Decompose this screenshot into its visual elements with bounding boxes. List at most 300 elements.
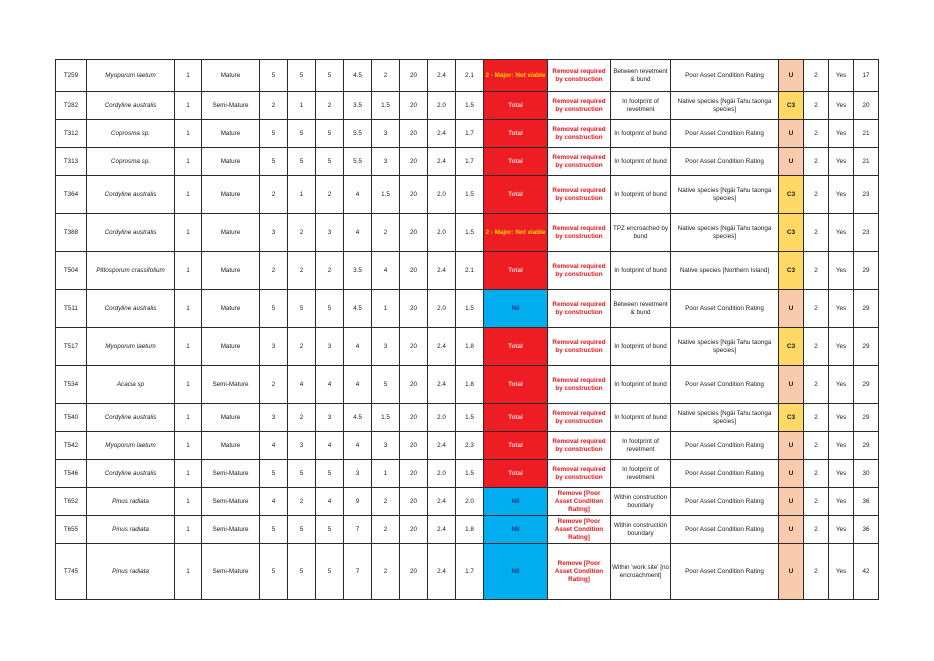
tree-id-cell: T534 <box>56 366 87 404</box>
page-ref-cell: 21 <box>854 120 879 148</box>
quantity-cell: 1 <box>175 544 202 600</box>
count-cell: 2 <box>804 432 829 460</box>
species-cell: Cordyline australis <box>87 214 175 252</box>
value-cell: 20 <box>400 404 428 432</box>
dbh-cell: 5 <box>372 366 400 404</box>
class-cell: U <box>779 60 804 92</box>
value-cell: 2.4 <box>428 148 456 176</box>
reason-cell: In footprint of revetment <box>611 92 671 120</box>
value-note-cell: Poor Asset Condition Rating <box>671 148 779 176</box>
rating-cell: 5 <box>288 120 316 148</box>
value-cell: 1.7 <box>456 544 484 600</box>
action-cell: Removal required by construction <box>548 120 611 148</box>
rating-cell: 3 <box>260 404 288 432</box>
yes-no-cell: Yes <box>829 544 854 600</box>
class-cell: C3 <box>779 92 804 120</box>
reason-cell: In footprint of revetment <box>611 432 671 460</box>
height-cell: 4 <box>344 328 372 366</box>
value-cell: 20 <box>400 460 428 488</box>
reason-cell: Between revetment & bund <box>611 60 671 92</box>
page-ref-cell: 29 <box>854 404 879 432</box>
rating-cell: 5 <box>288 460 316 488</box>
count-cell: 2 <box>804 290 829 328</box>
species-cell: Cordyline australis <box>87 460 175 488</box>
value-cell: 2.0 <box>428 92 456 120</box>
page-ref-cell: 42 <box>854 544 879 600</box>
tree-id-cell: T540 <box>56 404 87 432</box>
count-cell: 2 <box>804 366 829 404</box>
height-cell: 4.5 <box>344 290 372 328</box>
tree-id-cell: T312 <box>56 120 87 148</box>
yes-no-cell: Yes <box>829 214 854 252</box>
dbh-cell: 1 <box>372 460 400 488</box>
impact-level-cell: Total <box>484 148 548 176</box>
value-cell: 2.0 <box>428 214 456 252</box>
reason-cell: In footprint of bund <box>611 366 671 404</box>
tree-id-cell: T364 <box>56 176 87 214</box>
rating-cell: 4 <box>260 488 288 516</box>
count-cell: 2 <box>804 60 829 92</box>
count-cell: 2 <box>804 516 829 544</box>
rating-cell: 2 <box>288 252 316 290</box>
dbh-cell: 1.5 <box>372 92 400 120</box>
count-cell: 2 <box>804 214 829 252</box>
page-ref-cell: 23 <box>854 214 879 252</box>
reason-cell: Within 'work site' [no encroachment] <box>611 544 671 600</box>
value-note-cell: Poor Asset Condition Rating <box>671 516 779 544</box>
value-note-cell: Poor Asset Condition Rating <box>671 290 779 328</box>
table-row <box>56 328 879 366</box>
value-note-cell: Poor Asset Condition Rating <box>671 488 779 516</box>
tree-id-cell: T388 <box>56 214 87 252</box>
species-cell: Myoporum laetum <box>87 432 175 460</box>
dbh-cell: 4 <box>372 252 400 290</box>
impact-level-cell: Total <box>484 404 548 432</box>
value-cell: 1.7 <box>456 148 484 176</box>
class-cell: U <box>779 460 804 488</box>
table-row <box>56 366 879 404</box>
value-note-cell: Poor Asset Condition Rating <box>671 60 779 92</box>
height-cell: 3 <box>344 460 372 488</box>
species-cell: Cordyline australis <box>87 176 175 214</box>
rating-cell: 4 <box>288 366 316 404</box>
action-cell: Remove [Poor Asset Condition Rating] <box>548 544 611 600</box>
class-cell: C3 <box>779 328 804 366</box>
height-cell: 7 <box>344 516 372 544</box>
rating-cell: 5 <box>260 460 288 488</box>
quantity-cell: 1 <box>175 460 202 488</box>
class-cell: U <box>779 148 804 176</box>
tree-id-cell: T745 <box>56 544 87 600</box>
table-row <box>56 252 879 290</box>
rating-cell: 5 <box>260 290 288 328</box>
value-cell: 2.4 <box>428 366 456 404</box>
age-class-cell: Mature <box>202 60 260 92</box>
value-cell: 1.8 <box>456 366 484 404</box>
yes-no-cell: Yes <box>829 92 854 120</box>
value-cell: 20 <box>400 328 428 366</box>
impact-level-cell: Total <box>484 366 548 404</box>
action-cell: Removal required by construction <box>548 214 611 252</box>
count-cell: 2 <box>804 176 829 214</box>
value-cell: 2.1 <box>456 60 484 92</box>
reason-cell: TPZ encroached by bund <box>611 214 671 252</box>
reason-cell: In footprint of bund <box>611 176 671 214</box>
class-cell: C3 <box>779 214 804 252</box>
table-row <box>56 290 879 328</box>
class-cell: U <box>779 516 804 544</box>
age-class-cell: Semi-Mature <box>202 92 260 120</box>
value-cell: 2.1 <box>456 252 484 290</box>
quantity-cell: 1 <box>175 92 202 120</box>
rating-cell: 3 <box>260 328 288 366</box>
value-cell: 2.0 <box>456 488 484 516</box>
height-cell: 7 <box>344 544 372 600</box>
rating-cell: 4 <box>316 488 344 516</box>
page-ref-cell: 29 <box>854 290 879 328</box>
rating-cell: 5 <box>260 544 288 600</box>
yes-no-cell: Yes <box>829 60 854 92</box>
age-class-cell: Mature <box>202 432 260 460</box>
value-cell: 20 <box>400 290 428 328</box>
age-class-cell: Mature <box>202 290 260 328</box>
action-cell: Remove [Poor Asset Condition Rating] <box>548 516 611 544</box>
quantity-cell: 1 <box>175 60 202 92</box>
count-cell: 2 <box>804 488 829 516</box>
count-cell: 2 <box>804 252 829 290</box>
value-cell: 1.5 <box>456 176 484 214</box>
dbh-cell: 1 <box>372 290 400 328</box>
value-cell: 2.4 <box>428 252 456 290</box>
page-ref-cell: 30 <box>854 460 879 488</box>
action-cell: Removal required by construction <box>548 60 611 92</box>
species-cell: Coprosma sp. <box>87 120 175 148</box>
height-cell: 4 <box>344 176 372 214</box>
value-cell: 1.5 <box>456 92 484 120</box>
impact-level-cell: Nil <box>484 488 548 516</box>
rating-cell: 5 <box>288 516 316 544</box>
rating-cell: 5 <box>316 290 344 328</box>
yes-no-cell: Yes <box>829 404 854 432</box>
impact-level-cell: 2 - Major: Not viable <box>484 60 548 92</box>
page-ref-cell: 29 <box>854 432 879 460</box>
quantity-cell: 1 <box>175 120 202 148</box>
value-cell: 2.4 <box>428 432 456 460</box>
age-class-cell: Semi-Mature <box>202 516 260 544</box>
table-body <box>56 60 879 600</box>
rating-cell: 2 <box>316 92 344 120</box>
age-class-cell: Mature <box>202 214 260 252</box>
value-cell: 20 <box>400 544 428 600</box>
height-cell: 4.5 <box>344 60 372 92</box>
reason-cell: In footprint of bund <box>611 148 671 176</box>
count-cell: 2 <box>804 460 829 488</box>
dbh-cell: 1.5 <box>372 404 400 432</box>
value-cell: 1.5 <box>456 290 484 328</box>
action-cell: Remove [Poor Asset Condition Rating] <box>548 488 611 516</box>
value-cell: 2.4 <box>428 544 456 600</box>
height-cell: 9 <box>344 488 372 516</box>
tree-id-cell: T259 <box>56 60 87 92</box>
rating-cell: 2 <box>288 328 316 366</box>
rating-cell: 5 <box>260 148 288 176</box>
page-ref-cell: 29 <box>854 366 879 404</box>
rating-cell: 4 <box>260 432 288 460</box>
height-cell: 5.5 <box>344 148 372 176</box>
age-class-cell: Semi-Mature <box>202 366 260 404</box>
yes-no-cell: Yes <box>829 432 854 460</box>
quantity-cell: 1 <box>175 148 202 176</box>
class-cell: U <box>779 366 804 404</box>
count-cell: 2 <box>804 544 829 600</box>
table-row <box>56 544 879 600</box>
reason-cell: In footprint of bund <box>611 404 671 432</box>
species-cell: Acacia sp <box>87 366 175 404</box>
dbh-cell: 2 <box>372 214 400 252</box>
value-cell: 2.0 <box>428 460 456 488</box>
action-cell: Removal required by construction <box>548 252 611 290</box>
count-cell: 2 <box>804 148 829 176</box>
rating-cell: 2 <box>288 404 316 432</box>
rating-cell: 3 <box>288 432 316 460</box>
rating-cell: 2 <box>260 92 288 120</box>
table-row <box>56 92 879 120</box>
value-cell: 20 <box>400 148 428 176</box>
action-cell: Removal required by construction <box>548 176 611 214</box>
rating-cell: 5 <box>316 544 344 600</box>
page-ref-cell: 17 <box>854 60 879 92</box>
action-cell: Removal required by construction <box>548 366 611 404</box>
value-cell: 20 <box>400 516 428 544</box>
tree-id-cell: T655 <box>56 516 87 544</box>
action-cell: Removal required by construction <box>548 404 611 432</box>
value-cell: 1.8 <box>456 516 484 544</box>
value-cell: 20 <box>400 432 428 460</box>
rating-cell: 5 <box>260 60 288 92</box>
class-cell: U <box>779 432 804 460</box>
value-cell: 2.3 <box>456 432 484 460</box>
yes-no-cell: Yes <box>829 176 854 214</box>
tree-table <box>55 59 879 600</box>
yes-no-cell: Yes <box>829 488 854 516</box>
impact-level-cell: Nil <box>484 544 548 600</box>
class-cell: C3 <box>779 404 804 432</box>
yes-no-cell: Yes <box>829 120 854 148</box>
value-note-cell: Native species [Ngāi Tahu taonga species] <box>671 92 779 120</box>
table-row <box>56 176 879 214</box>
class-cell: U <box>779 120 804 148</box>
table-row <box>56 460 879 488</box>
value-note-cell: Poor Asset Condition Rating <box>671 366 779 404</box>
count-cell: 2 <box>804 120 829 148</box>
value-note-cell: Native species [Ngāi Tahu taonga species] <box>671 214 779 252</box>
value-cell: 1.5 <box>456 214 484 252</box>
value-note-cell: Native species [Ngāi Tahu taonga species] <box>671 328 779 366</box>
table-row <box>56 148 879 176</box>
yes-no-cell: Yes <box>829 366 854 404</box>
value-note-cell: Native species [Ngāi Tahu taonga species] <box>671 176 779 214</box>
quantity-cell: 1 <box>175 432 202 460</box>
quantity-cell: 1 <box>175 214 202 252</box>
age-class-cell: Semi-Mature <box>202 488 260 516</box>
class-cell: U <box>779 544 804 600</box>
value-cell: 20 <box>400 488 428 516</box>
tree-id-cell: T511 <box>56 290 87 328</box>
count-cell: 2 <box>804 328 829 366</box>
species-cell: Pittosporum crassifolium <box>87 252 175 290</box>
value-cell: 1.5 <box>456 460 484 488</box>
value-cell: 2.4 <box>428 488 456 516</box>
tree-id-cell: T542 <box>56 432 87 460</box>
quantity-cell: 1 <box>175 176 202 214</box>
table-row <box>56 488 879 516</box>
yes-no-cell: Yes <box>829 460 854 488</box>
value-cell: 20 <box>400 120 428 148</box>
action-cell: Removal required by construction <box>548 328 611 366</box>
value-note-cell: Poor Asset Condition Rating <box>671 460 779 488</box>
value-cell: 20 <box>400 176 428 214</box>
age-class-cell: Mature <box>202 252 260 290</box>
age-class-cell: Semi-Mature <box>202 544 260 600</box>
action-cell: Removal required by construction <box>548 432 611 460</box>
species-cell: Myoporum laetum <box>87 328 175 366</box>
rating-cell: 1 <box>288 92 316 120</box>
count-cell: 2 <box>804 92 829 120</box>
tree-id-cell: T313 <box>56 148 87 176</box>
yes-no-cell: Yes <box>829 148 854 176</box>
dbh-cell: 1.5 <box>372 176 400 214</box>
reason-cell: Between revetment & bund <box>611 290 671 328</box>
age-class-cell: Semi-Mature <box>202 460 260 488</box>
rating-cell: 5 <box>316 460 344 488</box>
impact-level-cell: 2 - Major: Not viable <box>484 214 548 252</box>
page-ref-cell: 23 <box>854 176 879 214</box>
impact-level-cell: Total <box>484 432 548 460</box>
age-class-cell: Mature <box>202 120 260 148</box>
class-cell: C3 <box>779 176 804 214</box>
value-cell: 1.5 <box>456 404 484 432</box>
page-ref-cell: 36 <box>854 488 879 516</box>
rating-cell: 5 <box>316 148 344 176</box>
height-cell: 5.5 <box>344 120 372 148</box>
value-cell: 20 <box>400 92 428 120</box>
value-cell: 20 <box>400 366 428 404</box>
height-cell: 3.5 <box>344 92 372 120</box>
rating-cell: 5 <box>316 60 344 92</box>
table-row <box>56 404 879 432</box>
dbh-cell: 3 <box>372 148 400 176</box>
impact-level-cell: Total <box>484 328 548 366</box>
action-cell: Removal required by construction <box>548 148 611 176</box>
quantity-cell: 1 <box>175 516 202 544</box>
rating-cell: 3 <box>316 214 344 252</box>
value-note-cell: Native species [Northern Island] <box>671 252 779 290</box>
age-class-cell: Mature <box>202 176 260 214</box>
page-ref-cell: 20 <box>854 92 879 120</box>
age-class-cell: Mature <box>202 404 260 432</box>
table-row <box>56 120 879 148</box>
reason-cell: In footprint of bund <box>611 120 671 148</box>
height-cell: 3.5 <box>344 252 372 290</box>
impact-level-cell: Total <box>484 252 548 290</box>
table-row <box>56 214 879 252</box>
tree-id-cell: T546 <box>56 460 87 488</box>
class-cell: U <box>779 488 804 516</box>
yes-no-cell: Yes <box>829 516 854 544</box>
tree-id-cell: T517 <box>56 328 87 366</box>
reason-cell: In footprint of revetment <box>611 460 671 488</box>
rating-cell: 5 <box>288 544 316 600</box>
page-ref-cell: 21 <box>854 148 879 176</box>
yes-no-cell: Yes <box>829 252 854 290</box>
tree-id-cell: T282 <box>56 92 87 120</box>
value-note-cell: Poor Asset Condition Rating <box>671 120 779 148</box>
page-ref-cell: 29 <box>854 252 879 290</box>
rating-cell: 4 <box>316 432 344 460</box>
value-cell: 2.0 <box>428 290 456 328</box>
dbh-cell: 2 <box>372 516 400 544</box>
rating-cell: 2 <box>316 176 344 214</box>
dbh-cell: 3 <box>372 432 400 460</box>
action-cell: Removal required by construction <box>548 460 611 488</box>
height-cell: 4 <box>344 432 372 460</box>
table-row <box>56 60 879 92</box>
rating-cell: 3 <box>316 328 344 366</box>
impact-level-cell: Total <box>484 120 548 148</box>
value-cell: 1.7 <box>456 120 484 148</box>
rating-cell: 5 <box>260 516 288 544</box>
rating-cell: 5 <box>288 148 316 176</box>
value-note-cell: Native species [Ngāi Tahu taonga species] <box>671 404 779 432</box>
value-cell: 20 <box>400 214 428 252</box>
impact-level-cell: Nil <box>484 516 548 544</box>
value-note-cell: Poor Asset Condition Rating <box>671 432 779 460</box>
rating-cell: 5 <box>288 60 316 92</box>
value-cell: 2.0 <box>428 176 456 214</box>
species-cell: Myoporum laetum <box>87 60 175 92</box>
value-cell: 2.4 <box>428 60 456 92</box>
table-row <box>56 516 879 544</box>
rating-cell: 2 <box>260 252 288 290</box>
value-note-cell: Poor Asset Condition Rating <box>671 544 779 600</box>
value-cell: 2.4 <box>428 516 456 544</box>
age-class-cell: Mature <box>202 148 260 176</box>
rating-cell: 5 <box>316 516 344 544</box>
rating-cell: 2 <box>288 214 316 252</box>
reason-cell: In footprint of bund <box>611 328 671 366</box>
quantity-cell: 1 <box>175 488 202 516</box>
yes-no-cell: Yes <box>829 328 854 366</box>
dbh-cell: 3 <box>372 328 400 366</box>
dbh-cell: 3 <box>372 120 400 148</box>
impact-level-cell: Total <box>484 92 548 120</box>
value-cell: 20 <box>400 60 428 92</box>
impact-level-cell: Total <box>484 176 548 214</box>
dbh-cell: 2 <box>372 488 400 516</box>
action-cell: Removal required by construction <box>548 290 611 328</box>
rating-cell: 2 <box>288 488 316 516</box>
height-cell: 4 <box>344 366 372 404</box>
tree-id-cell: T652 <box>56 488 87 516</box>
rating-cell: 1 <box>288 176 316 214</box>
value-cell: 2.0 <box>428 404 456 432</box>
age-class-cell: Mature <box>202 328 260 366</box>
rating-cell: 5 <box>288 290 316 328</box>
action-cell: Removal required by construction <box>548 92 611 120</box>
species-cell: Pinus radiata <box>87 488 175 516</box>
rating-cell: 5 <box>260 120 288 148</box>
rating-cell: 5 <box>316 120 344 148</box>
